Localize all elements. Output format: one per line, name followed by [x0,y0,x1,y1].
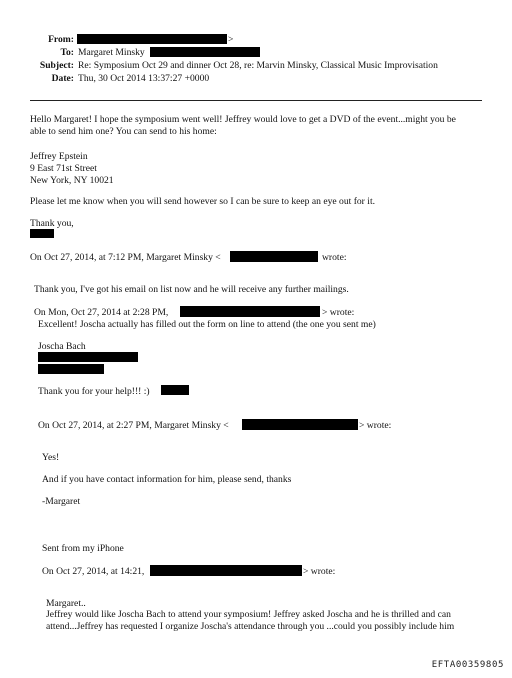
quote1-intro-tail: wrote: [322,252,347,263]
from-label: From: [48,34,74,45]
address-street: 9 East 71st Street [30,163,97,174]
header-divider [30,100,482,101]
quote4-intro-tail: > wrote: [303,566,336,577]
quote2-intro: On Mon, Oct 27, 2014 at 2:28 PM, [34,307,169,318]
from-tail: > [228,34,234,45]
redacted-to-address [150,47,260,57]
body-para2: Please let me know when you will send however so I can be sure to keep an eye out for it. [30,196,376,207]
document-id: EFTA00359805 [431,660,504,670]
redacted-quote3-email [242,419,358,430]
quote2-intro-tail: > wrote: [322,307,355,318]
redacted-quote2-line2 [38,364,104,374]
quote4-greeting: Margaret.. [46,598,86,609]
quote2-text: Excellent! Joscha actually has filled out the form on line to attend (the one you sent me) [38,319,376,330]
quote3-intro: On Oct 27, 2014, at 2:27 PM, Margaret Minsky < [38,420,229,431]
quote3-sent-from: Sent from my iPhone [42,543,124,554]
quote2-name: Joscha Bach [38,341,86,352]
redacted-quote2-sig [161,385,189,395]
redacted-from-address [77,34,227,44]
body-signoff: Thank you, [30,218,74,229]
quote3-contact: And if you have contact information for him, please send, thanks [42,474,292,485]
body-para1-line1: Hello Margaret! I hope the symposium went well! Jeffrey would love to get a DVD of the event...might you be [30,114,456,125]
redacted-quote1-email [230,251,318,262]
redacted-quote2-line1 [38,352,138,362]
quote3-signature: -Margaret [42,496,81,507]
quote1-text: Thank you, I've got his email on list now and he will receive any further mailings. [34,284,349,295]
quote3-yes: Yes! [42,452,60,463]
subject-label: Subject: [39,60,74,71]
address-name: Jeffrey Epstein [30,151,88,162]
body-para1-line2: able to send him one? You can send to his home: [30,126,217,137]
quote4-line2: attend...Jeffrey has requested I organize Joscha's attendance through you ...could you possibly include him [46,621,455,632]
date-value: Thu, 30 Oct 2014 13:37:27 +0000 [78,73,210,84]
quote4-line1: Jeffrey would like Joscha Bach to attend your symposium! Jeffrey asked Joscha and he is thrilled and can [46,609,451,620]
quote3-intro-tail: > wrote: [359,420,392,431]
date-label: Date: [51,73,74,84]
to-value: Margaret Minsky [78,47,145,58]
to-label: To: [60,47,74,58]
redacted-quote4-email [150,565,302,576]
quote4-intro: On Oct 27, 2014, at 14:21, [42,566,145,577]
address-city: New York, NY 10021 [30,175,114,186]
subject-value: Re: Symposium Oct 29 and dinner Oct 28, re: Marvin Minsky, Classical Music Improvisation [78,60,438,71]
quote1-intro: On Oct 27, 2014, at 7:12 PM, Margaret Minsky < [30,252,221,263]
redacted-signature [30,229,54,238]
quote2-thanks: Thank you for your help!!! :) [38,386,150,397]
redacted-quote2-email [180,306,320,317]
